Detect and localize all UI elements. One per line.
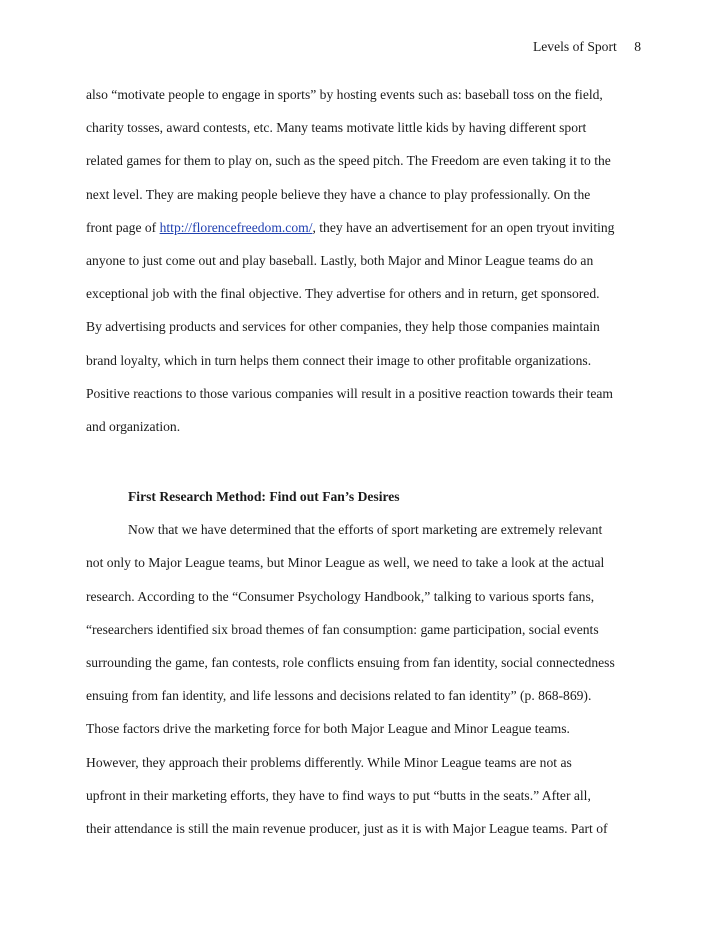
text-line: not only to Major League teams, but Minor League as well, we need to take a look at the actual xyxy=(86,555,605,571)
link-prefix-text: front page of xyxy=(86,219,160,235)
text-line: By advertising products and services for other companies, they help those companies maintain xyxy=(86,319,600,335)
header-title: Levels of Sport xyxy=(532,39,617,54)
text-line-with-link xyxy=(86,217,646,250)
text-line: Those factors drive the marketing force for both Major League and Minor League teams. xyxy=(86,721,570,737)
florence-freedom-link[interactable]: http://florencefreedom.com/ xyxy=(159,219,313,235)
page-number: 8 xyxy=(634,39,641,54)
text-line: brand loyalty, which in turn helps them connect their image to other profitable organizations. xyxy=(86,352,592,368)
text-line: related games for them to play on, such as the speed pitch. The Freedom are even taking it to the xyxy=(86,153,611,169)
text-line: research. According to the “Consumer Psychology Handbook,” talking to various sports fans, xyxy=(86,588,595,604)
text-line: However, they approach their problems differently. While Minor League teams are not as xyxy=(86,754,572,770)
text-line: Now that we have determined that the efforts of sport marketing are extremely relevant xyxy=(128,522,603,538)
text-line: surrounding the game, fan contests, role conflicts ensuing from fan identity, social connectedness xyxy=(86,655,615,670)
text-line: Positive reactions to those various companies will result in a positive reaction towards their team xyxy=(86,385,614,401)
running-header xyxy=(533,39,641,55)
section-spacer xyxy=(86,449,646,486)
text-line: next level. They are making people believe they have a chance to play professionally. On the xyxy=(86,186,591,202)
text-line: anyone to just come out and play baseball. Lastly, both Major and Minor League teams do an xyxy=(86,252,594,268)
link-suffix-text: , they have an advertisement for an open tryout inviting xyxy=(312,219,615,235)
text-line: exceptional job with the final objective. They advertise for others and in return, get sponsored. xyxy=(86,286,600,302)
document-body xyxy=(86,84,646,851)
text-line: also “motivate people to engage in sports” by hosting events such as: baseball toss on the field, xyxy=(86,87,603,102)
text-line: ensuing from fan identity, and life lessons and decisions related to fan identity” (p. 868-869). xyxy=(86,688,592,704)
text-line: upfront in their marketing efforts, they have to find ways to put “butts in the seats.” After all, xyxy=(86,787,591,803)
text-line: charity tosses, award contests, etc. Many teams motivate little kids by having different sport xyxy=(86,120,587,136)
text-line: their attendance is still the main revenue producer, just as it is with Major League teams. Part of xyxy=(86,820,608,836)
text-line: “researchers identified six broad themes of fan consumption: game participation, social events xyxy=(86,621,599,637)
text-line: and organization. xyxy=(86,418,181,434)
section-heading: First Research Method: Find out Fan’s Desires xyxy=(128,489,400,505)
